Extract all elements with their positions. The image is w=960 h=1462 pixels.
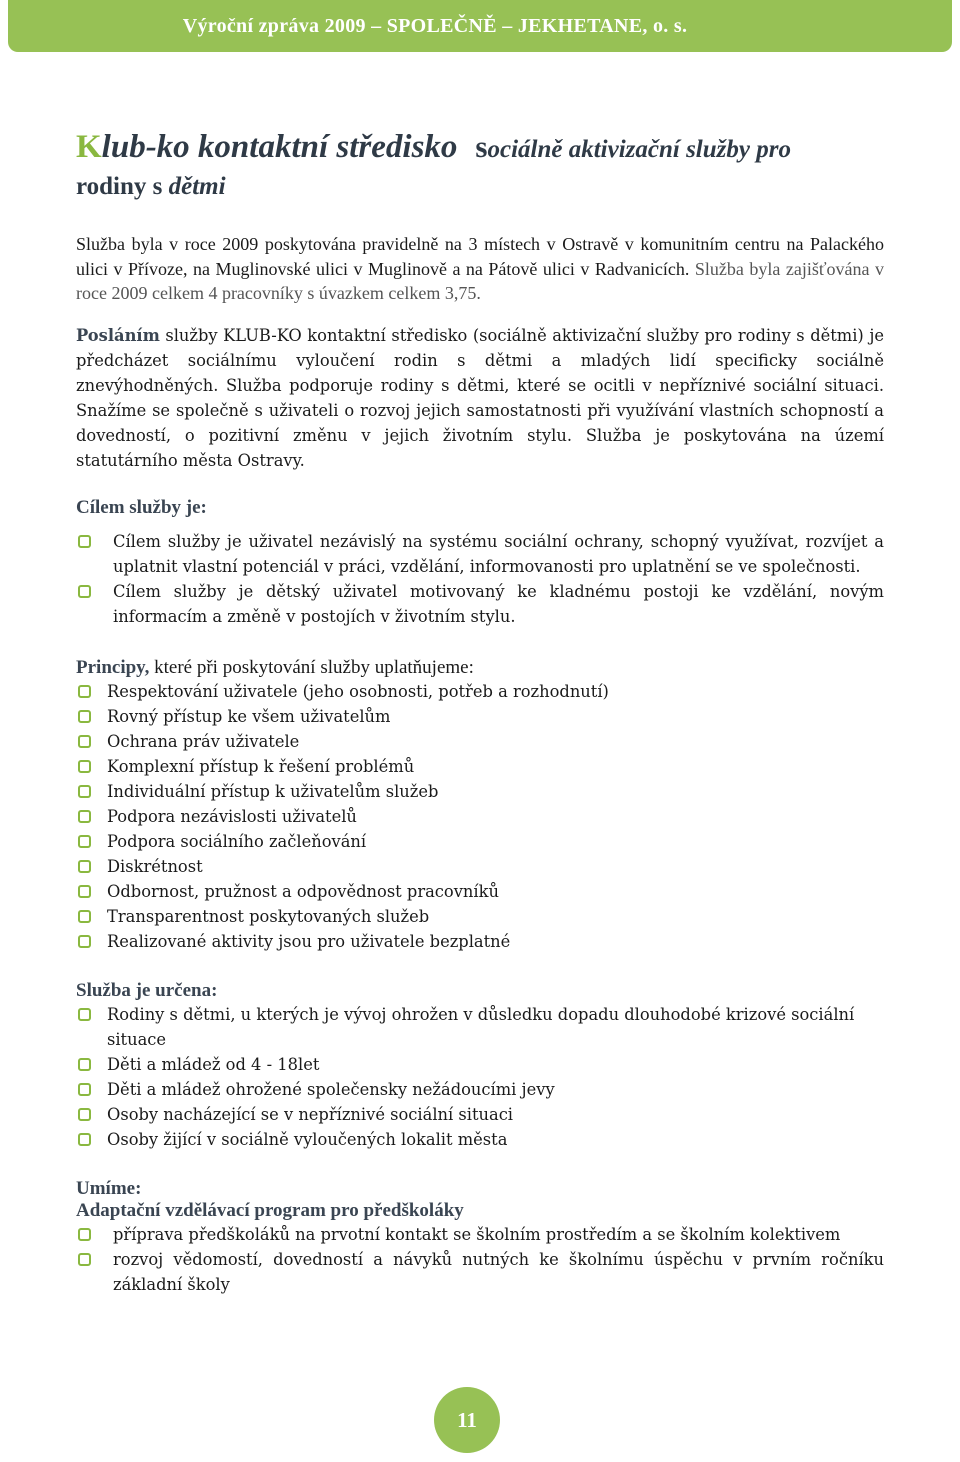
- list-item-text: Rodiny s dětmi, u kterých je vývoj ohrožen v důsledku dopadu dlouhodobé krizové sociální situace: [107, 1004, 855, 1049]
- bullet-icon: [78, 735, 91, 748]
- list-item-text: Osoby nacházející se v nepříznivé sociální situaci: [107, 1104, 514, 1124]
- title-subtitle: [475, 129, 791, 164]
- bullet-icon: [78, 835, 91, 848]
- bullet-icon: [78, 785, 91, 798]
- report-header-title: Výroční zpráva 2009 – SPOLEČNĚ – JEKHETANE, o. s.: [182, 14, 688, 37]
- list-item-text: Osoby žijící v sociálně vyloučených lokalit města: [107, 1129, 508, 1149]
- bullet-icon: [78, 885, 91, 898]
- list-item: [76, 929, 884, 954]
- goals-heading: Cílem služby je:: [76, 496, 207, 518]
- header-band: [8, 0, 952, 52]
- list-item: [76, 1052, 884, 1077]
- page-title: [76, 128, 884, 202]
- list-item: [76, 729, 884, 754]
- page-number: 11: [457, 1407, 477, 1432]
- mission-text: služby KLUB-KO kontaktní středisko (sociálně aktivizační služby pro rodiny s dětmi) je předcházet sociálnímu vyloučení rodin s dětmi a mladých lidí specificky sociálně znevýhodněných. Služba podporuje rodiny s dětmi, které se ocitli v nepříznivé sociální situaci. Snažíme se společně s uživateli o rozvoj jejich samostatnosti při využívání vlastních schopností a dovedností, o pozitivní změnu v jejich životním stylu. Služba je poskytována na území statutárního města Ostravy.: [76, 325, 884, 470]
- bullet-icon: [78, 1108, 91, 1121]
- list-item-text: Ochrana práv uživatele: [107, 731, 300, 751]
- list-item: [76, 1102, 884, 1127]
- list-item: [76, 754, 884, 779]
- bullet-icon: [78, 810, 91, 823]
- list-item-text: Individuální přístup k uživatelům služeb: [107, 781, 439, 801]
- mission-paragraph: [76, 323, 884, 473]
- subtitle-initial-letter: s: [475, 129, 488, 164]
- intro-paragraph: [76, 232, 884, 306]
- list-item: [76, 1222, 884, 1247]
- list-item: [76, 529, 884, 579]
- list-item-text: Podpora nezávislosti uživatelů: [107, 806, 357, 826]
- bullet-icon: [78, 910, 91, 923]
- title-main-rest: lub-ko kontaktní středisko: [101, 129, 458, 165]
- title-line-2-italic: dětmi: [168, 173, 226, 200]
- intro-text-2: Služba byla zajišťována v roce 2009 celkem 4 pracovníky s úvazkem celkem 3,75.: [76, 258, 884, 303]
- bullet-icon: [78, 1083, 91, 1096]
- bullet-icon: [78, 935, 91, 948]
- list-item-text: Komplexní přístup k řešení problémů: [107, 756, 415, 776]
- bullet-icon: [78, 1228, 91, 1241]
- list-item-text: Podpora sociálního začleňování: [107, 831, 367, 851]
- list-item-text: Rovný přístup ke všem uživatelům: [107, 706, 391, 726]
- bullet-icon: [78, 760, 91, 773]
- list-item-text: Odbornost, pružnost a odpovědnost pracovníků: [107, 881, 499, 901]
- list-item: [76, 579, 884, 629]
- bullet-icon: [78, 1133, 91, 1146]
- list-item-text: příprava předškoláků na prvotní kontakt se školním prostředím a se školním kolektivem: [113, 1224, 841, 1244]
- list-item: [76, 879, 884, 904]
- target-heading: Služba je určena:: [76, 979, 218, 1001]
- list-item: [76, 779, 884, 804]
- list-item: [76, 1077, 884, 1102]
- list-item: [76, 1247, 884, 1297]
- skills-list: [76, 1222, 884, 1297]
- title-line-2: [76, 172, 884, 202]
- list-item-text: Realizované aktivity jsou pro uživatele bezplatné: [107, 931, 511, 951]
- bullet-icon: [78, 685, 91, 698]
- skills-subheading: Adaptační vzdělávací program pro předškoláky: [76, 1199, 464, 1221]
- principles-list: [76, 679, 884, 954]
- mission-bold-lead: Posláním: [76, 325, 160, 345]
- target-list: [76, 1002, 884, 1152]
- principles-heading-rest: které při poskytování služby uplatňujeme:: [149, 656, 474, 678]
- bullet-icon: [78, 1058, 91, 1071]
- title-main: [76, 129, 457, 165]
- list-item-text: Diskrétnost: [107, 856, 203, 876]
- list-item-text: Děti a mládež od 4 - 18let: [107, 1054, 320, 1074]
- principles-heading-bold: Principy,: [76, 656, 150, 678]
- list-item: [76, 704, 884, 729]
- subtitle-rest: ociálně aktivizační služby pro: [487, 136, 791, 163]
- list-item-text: Transparentnost poskytovaných služeb: [107, 906, 430, 926]
- list-item: [76, 854, 884, 879]
- title-line-2-plain: rodiny s: [76, 173, 169, 200]
- bullet-icon: [78, 585, 91, 598]
- bullet-icon: [78, 710, 91, 723]
- list-item-text: Cílem služby je dětský uživatel motivovaný ke kladnému postoji ke vzdělání, novým informacím a změně v postojích v životním stylu.: [113, 581, 884, 626]
- list-item-text: rozvoj vědomostí, dovedností a návyků nutných ke školnímu úspěchu v prvním ročníku základní školy: [113, 1249, 884, 1294]
- bullet-icon: [78, 1008, 91, 1021]
- list-item: [76, 804, 884, 829]
- title-initial-letter: K: [76, 129, 102, 165]
- list-item-text: Děti a mládež ohrožené společensky nežádoucími jevy: [107, 1079, 555, 1099]
- list-item: [76, 1127, 884, 1152]
- page-number-badge: [434, 1387, 500, 1453]
- list-item: [76, 904, 884, 929]
- bullet-icon: [78, 1253, 91, 1266]
- skills-heading: Umíme:: [76, 1177, 142, 1199]
- list-item-text: Cílem služby je uživatel nezávislý na systému sociální ochrany, schopný využívat, rozvíjet a uplatnit vlastní potenciál v práci, vzdělání, informovanosti pro uplatnění se ve společnosti.: [113, 531, 884, 576]
- page-content: [76, 128, 884, 1297]
- list-item: [76, 679, 884, 704]
- principles-heading: [76, 657, 884, 679]
- list-item: [76, 1002, 884, 1052]
- bullet-icon: [78, 535, 91, 548]
- bullet-icon: [78, 860, 91, 873]
- list-item-text: Respektování uživatele (jeho osobnosti, potřeb a rozhodnutí): [107, 681, 609, 701]
- list-item: [76, 829, 884, 854]
- intro-text-1: Služba byla v roce 2009 poskytována pravidelně na 3 místech v Ostravě v komunitním centru na Palackého ulici v Přívoze, na Muglinovské ulici v Muglinově a na Pátově ulici v Radvanicích.: [76, 234, 884, 279]
- goals-list: [76, 529, 884, 629]
